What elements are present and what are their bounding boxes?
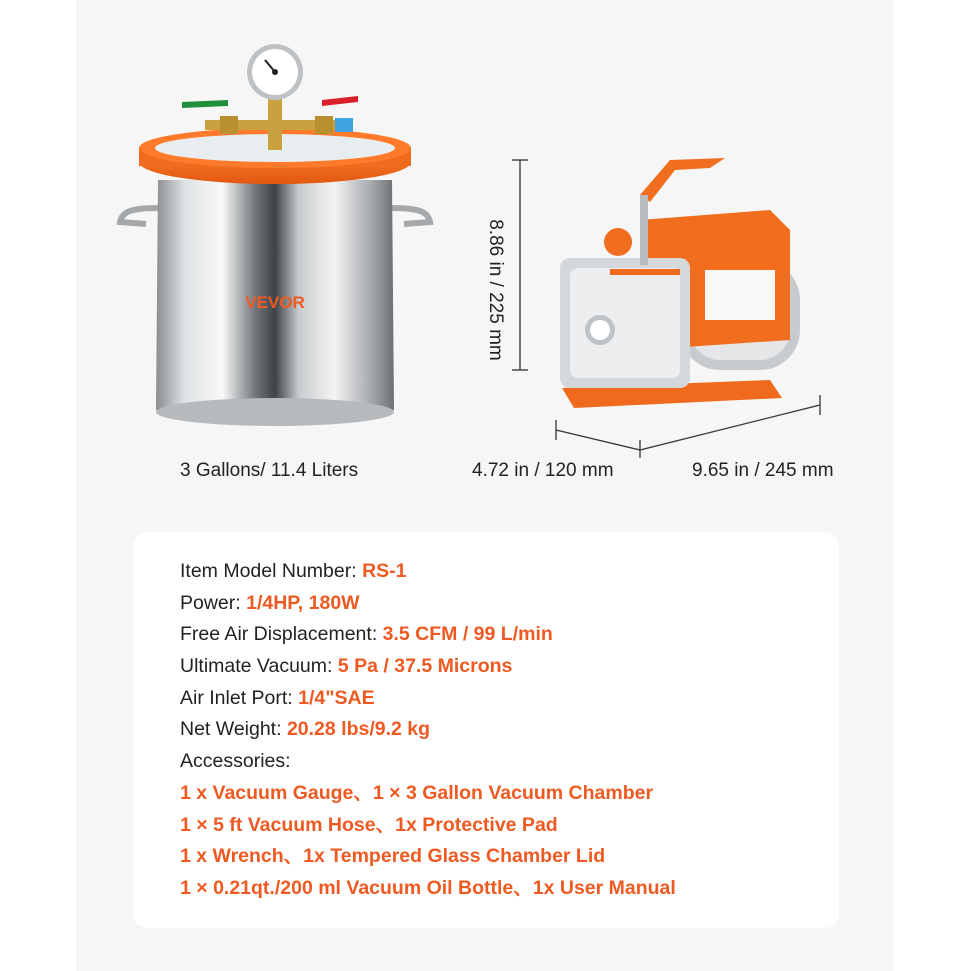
spec-label: Ultimate Vacuum: [180, 655, 338, 678]
spec-row-model [180, 556, 676, 588]
spec-row-power [180, 588, 676, 620]
spec-label: Net Weight: [180, 718, 287, 741]
spec-value: 5 Pa / 37.5 Microns [337, 655, 513, 678]
vacuum-pump-image [490, 140, 840, 460]
accessory-line: 1 x Vacuum Gauge、1 × 3 Gallon Vacuum Chamber [180, 781, 654, 804]
pump-length-caption: 9.65 in / 245 mm [692, 460, 834, 481]
spec-value: 20.28 lbs/9.2 kg [286, 718, 431, 741]
accessory-line: 1 x Wrench、1x Tempered Glass Chamber Lid [180, 845, 606, 868]
spec-list [180, 556, 676, 905]
spec-row-displacement [180, 619, 676, 651]
vacuum-chamber-image [110, 40, 440, 440]
pump-height-caption: 8.86 in / 225 mm [485, 219, 506, 361]
spec-row-inlet [180, 683, 676, 715]
spec-label: Item Model Number: [180, 560, 363, 582]
accessory-line: 1 × 0.21qt./200 ml Vacuum Oil Bottle、1x User Manual [180, 876, 676, 899]
spec-value: 1/4"SAE [298, 686, 375, 709]
spec-label: Air Inlet Port: [180, 686, 299, 709]
spec-value: 1/4HP, 180W [246, 591, 360, 614]
spec-value: RS-1 [362, 560, 407, 582]
accessory-line: 1 × 5 ft Vacuum Hose、1x Protective Pad [180, 813, 558, 836]
brand-logo: VEVOR [245, 293, 305, 312]
spec-label: Free Air Displacement: [180, 623, 383, 646]
spec-label: Power: [180, 591, 247, 614]
pump-width-caption: 4.72 in / 120 mm [472, 460, 614, 481]
chamber-capacity-caption: 3 Gallons/ 11.4 Liters [180, 460, 359, 481]
spec-row-weight [180, 714, 676, 746]
accessories-heading: Accessories: [180, 750, 291, 773]
spec-value: 3.5 CFM / 99 L/min [382, 623, 553, 646]
spec-row-vacuum [180, 651, 676, 683]
